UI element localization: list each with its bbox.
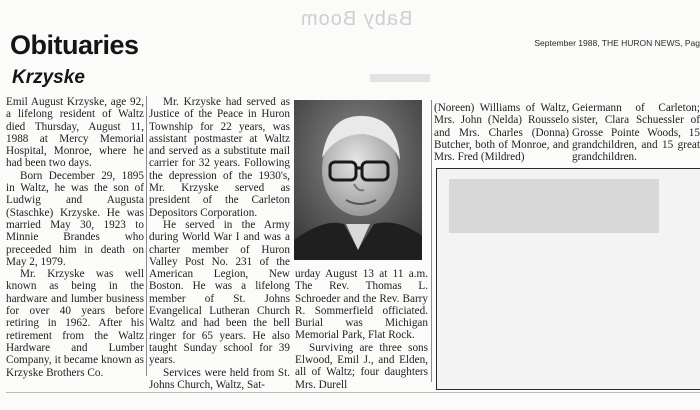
column-5 bbox=[572, 102, 700, 163]
column-1 bbox=[6, 96, 144, 379]
paragraph: Services were held from St. Johns Church, Waltz, Sat- bbox=[149, 366, 290, 391]
bleed-through-smudge bbox=[370, 74, 430, 82]
paragraph: Mr. Krzyske had served as Justice of the Peace in Huron Township for 22 years, was assistant postmaster at Waltz and served as a substitute mail carrier for 32 years. Following the depression of the 1930's, Mr. Krzyske served as president of the Carleton Depositors Corporation. bbox=[149, 96, 290, 219]
paragraph: Surviving are three sons Elwood, Emil J., and Elden, all of Waltz; four daughters Mrs. Durell bbox=[295, 341, 428, 391]
masthead: September 1988, THE HURON NEWS, Pag bbox=[534, 38, 700, 48]
blank-clipping-area bbox=[436, 168, 700, 390]
column-rule bbox=[431, 100, 432, 382]
section-title: Obituaries bbox=[10, 30, 139, 60]
paragraph: Mr. Krzyske was well known as being in the hardware and lumber business for over 40 years before retiring in 1962. After his retirement from the Waltz Hardware and Lumber Company, it became known as Krzyske Brothers Co. bbox=[6, 268, 144, 379]
paragraph: Emil August Krzyske, age 92, a lifelong resident of Waltz died Thursday, August 11, 1988 at Mercy Memorial Hospital, Monroe, where he had been two days. bbox=[6, 96, 144, 170]
paragraph: Geiermann of Carleton; sister, Clara Schuessler of Grosse Pointe Woods, 15 grandchildren, and 15 great grandchildren. bbox=[572, 102, 700, 164]
paragraph: He served in the Army during World War I and was a charter member of Huron Valley Post No. 231 of the American Legion, New Boston. He was a lifelong member of St. Johns Evangelical Lutheran Church Waltz and had been the bell ringer for 65 years. He also taught Sunday school for 39 years. bbox=[149, 218, 290, 367]
paragraph: urday August 13 at 11 a.m. The Rev. Thomas L. Schroeder and the Rev. Barry R. Sommerfield officiated. Burial was Michigan Memorial Park, Flat Rock. bbox=[295, 268, 428, 342]
page-bottom-rule bbox=[6, 392, 700, 393]
portrait-image bbox=[294, 100, 422, 260]
column-rule bbox=[146, 96, 147, 376]
obituary-name: Krzyske bbox=[12, 67, 85, 88]
faded-print-area bbox=[449, 179, 659, 233]
paragraph: (Noreen) Williams of Waltz, Mrs. John (Nelda) Rousselo and Mrs. Charles (Donna) Butcher, both of Monroe, and Mrs. Fred (Mildred) bbox=[434, 102, 569, 164]
portrait-photo bbox=[294, 100, 422, 260]
paragraph: Born December 29, 1895 in Waltz, he was the son of Ludwig and Augusta (Staschke) Krzyske. He was married May 30, 1923 to Minnie Brandes who preceeded him in death on May 2, 1979. bbox=[6, 169, 144, 268]
column-4 bbox=[434, 102, 569, 163]
column-2 bbox=[149, 96, 290, 391]
bleed-through-text: Baby Boom bbox=[300, 8, 413, 30]
column-3 bbox=[295, 268, 428, 391]
